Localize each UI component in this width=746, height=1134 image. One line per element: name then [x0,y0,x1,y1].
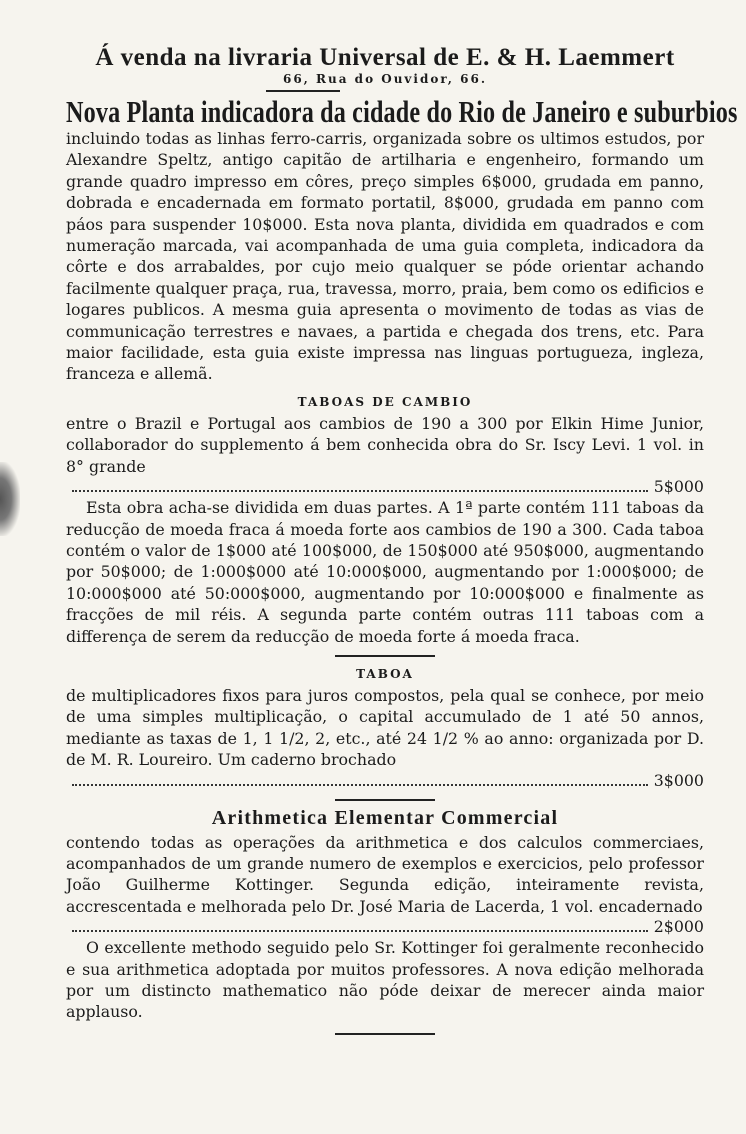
arithmetica-price-line [66,917,704,937]
bookstore-title: Á venda na livraria Universal de E. & H. Laemmert [95,44,675,71]
arithmetica-heading: Arithmetica Elementar Commercial [211,806,559,829]
dot-leader [72,930,648,932]
arithmetica-price: 2$000 [653,917,704,937]
page-edge-smudge [0,462,20,536]
planta-description: incluindo todas as linhas ferro-carris, organizada sobre os ultimos estudos, por Alexandre Speltz, antigo capitão de artilharia e engenheiro, formando um grande quadro impresso em côres, preço simples 6$000, grudada em panno, dobrada e encadernada em formato portatil, 8$000, grudada em panno com páos para suspender 10$000. Esta nova planta, dividida em quadrados e com numeração marcada, vai acompanhada de uma guia completa, indicadora da côrte e dos arrabaldes, por cujo meio qualquer se póde orientar achando facilmente qualquer praça, rua, travessa, morro, praia, bem como os edificios e logares publicos. A mesma guia apresenta o movimento de todas as vias de communicação terrestres e navaes, a partida e chegada dos trens, etc. Para maior facilidade, esta guia existe impressa nas linguas portugueza, ingleza, franceza e allemã. [66,129,704,384]
arithmetica-review: O excellente methodo seguido pelo Sr. Kottinger foi geralmente reconhecido e sua arithmetica adoptada por muitos professores. A nova edição melhorada por um distincto mathematico não póde deixar de merecer ainda maior applauso. [66,938,704,1022]
bookstore-address: 66, Rua do Ouvidor, 66. [282,72,488,86]
divider [335,799,435,801]
divider [335,1033,435,1035]
planta-headline: Nova Planta indicadora da cidade do Rio de Janeiro e suburbios [66,94,738,129]
taboa-price: 3$000 [653,770,704,790]
cambio-intro: entre o Brazil e Portugal aos cambios de 190 a 300 por Elkin Hime Junior, collaborador do supplemento á bem conhecida obra do Sr. Iscy Levi. 1 vol. in 8° grande [66,413,704,476]
taboa-heading: TABOA [356,666,414,681]
divider [335,655,435,657]
taboa-price-line [66,771,704,791]
divider [266,90,340,92]
cambio-heading: TABOAS DE CAMBIO [297,394,473,409]
cambio-detail: Esta obra acha-se dividida em duas partes. A 1ª parte contém 111 taboas da reducção de moeda fraca á moeda forte aos cambios de 190 a 300. Cada taboa contém o valor de 1$000 até 100$000, de 150$000 até 950$000, augmentando por 50$000; de 1:000$000 até 10:000$000, augmentando por 1:000$000; de 10:000$000 até 50:000$000, augmentando por 10:000$000 e finalmente as fracções de mil réis. A segunda parte contém outras 111 taboas com a differença de serem da reducção de moeda forte á moeda fraca. [66,498,704,646]
arithmetica-description: contendo todas as operações da arithmetica e dos calculos commerciaes, acompanhados de um grande numero de exemplos e exercicios, pelo professor João Guilherme Kottinger. Segunda edição, inteiramente revista, accrescentada e melhorada pelo Dr. José Maria de Lacerda, 1 vol. encadernado [66,832,704,916]
dot-leader [72,490,648,492]
cambio-price: 5$000 [653,477,704,497]
dot-leader [72,784,648,786]
cambio-entry [66,413,704,477]
cambio-price-line [66,477,704,497]
advertisement-page [66,44,738,1035]
taboa-description: de multiplicadores fixos para juros compostos, pela qual se conhece, por meio de uma simples multiplicação, o capital accumulado de 1 até 50 annos, mediante as taxas de 1, 1 1/2, 2, etc., até 24 1/2 % ao anno: organizada por D. de M. R. Loureiro. Um caderno brochado [66,685,704,770]
